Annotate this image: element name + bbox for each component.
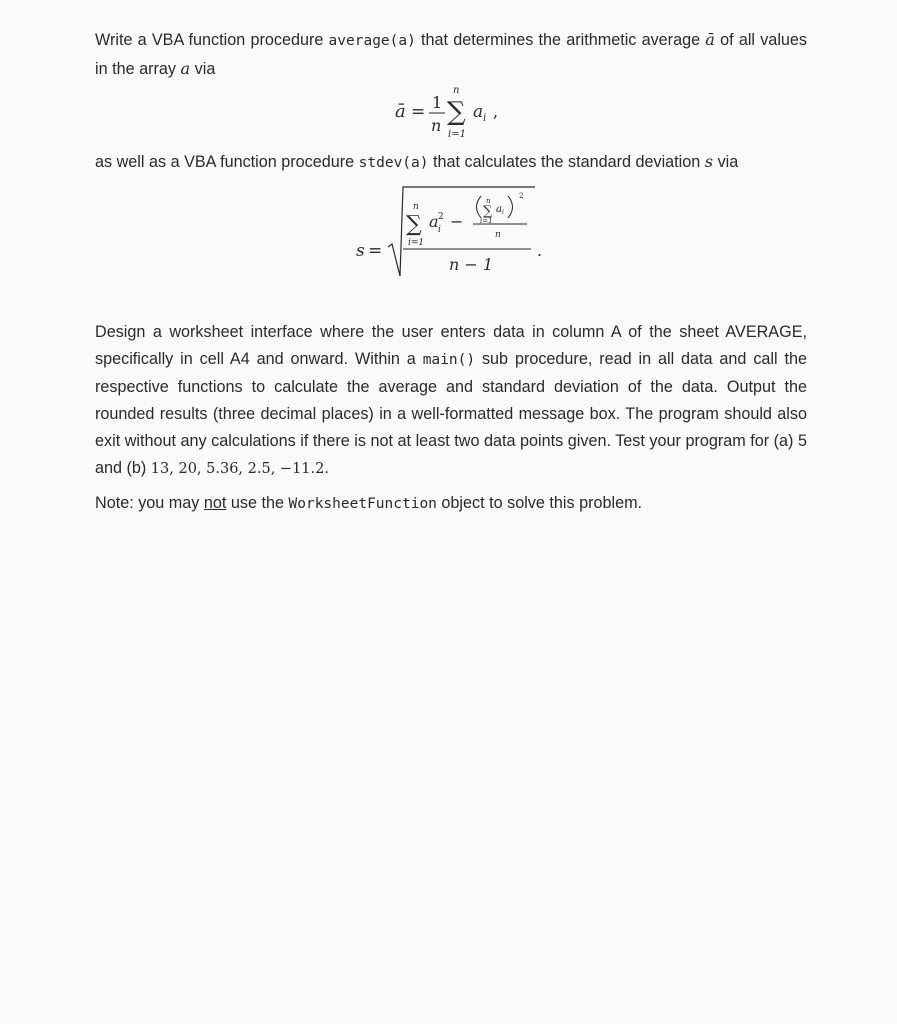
std-sum-lower: i=1 (408, 238, 425, 248)
intro-paragraph: Write a VBA function procedure average(a) that determines the arithmetic average ā of all values in the array a via (95, 30, 808, 78)
note-not: not (203, 494, 227, 512)
avg-sum-sign: ∑ (447, 97, 466, 127)
std-term: a (429, 212, 439, 231)
std-lhs: s (356, 241, 365, 261)
std-inner-sum-upper: n (486, 197, 491, 205)
std-outer-sup: 2 (519, 192, 524, 200)
std-inner-sum-lower: i=1 (480, 217, 493, 225)
std-left-paren (477, 196, 482, 218)
std-denominator: n − 1 (449, 255, 494, 274)
avg-summand: a (473, 102, 484, 122)
std-inner-den: n (495, 230, 501, 240)
std-term-sub: i (438, 225, 441, 235)
avg-numerator: 1 (432, 93, 443, 112)
avg-sum-upper: n (453, 85, 460, 96)
design-paragraph: Design a worksheet interface where the user enters data in column A of the sheet AVERAGE, specifically in cell A4 and onward. Within a main() sub procedure, read in all data and call the respective functions to calculate the average and standard deviation of the data. Output the rounded results (three decimal places) in a well-formatted message box. The program should also exit without any calculations if there is not at least two data points given. Test your program for (a) 5 and (b) 13, 20, 5.36, 2.5, −11.2. (95, 323, 807, 477)
array-a-symbol: a (180, 59, 191, 78)
code-main: main() (422, 352, 476, 368)
std-equals: = (368, 241, 383, 261)
test-values-b: 13, 20, 5.36, 2.5, −11.2 (150, 461, 325, 477)
code-average: average(a) (328, 33, 416, 49)
std-inner-term: a (496, 204, 502, 215)
std-sum-sign: ∑ (406, 212, 422, 237)
avg-sum-lower: i=1 (448, 129, 466, 140)
std-inner-sub: i (502, 209, 504, 216)
s-symbol: s (704, 152, 714, 171)
avg-equals: = (411, 102, 426, 122)
std-trail: . (537, 241, 543, 260)
stdev-formula (95, 181, 807, 301)
problem-statement (95, 26, 807, 518)
std-minus: − (450, 212, 464, 231)
std-sum-upper: n (413, 202, 419, 212)
abar-symbol: ā (705, 30, 715, 49)
test-value-a: 5 (797, 432, 807, 450)
avg-summand-sub: i (483, 113, 487, 124)
std-term-sup: 2 (438, 212, 444, 222)
avg-trail: , (493, 102, 499, 121)
code-stdev: stdev(a) (358, 155, 429, 171)
std-inner-sum-sign: ∑ (483, 204, 493, 219)
note-paragraph: Note: you may not use the WorksheetFunction object to solve this problem. (95, 494, 643, 512)
average-formula (95, 83, 807, 141)
avg-denominator: n (431, 116, 442, 135)
avg-lhs: ā (395, 101, 406, 122)
std-right-paren (508, 196, 513, 218)
code-worksheetfunction: WorksheetFunction (288, 496, 437, 512)
stdev-intro-paragraph: as well as a VBA function procedure stdev(a) that calculates the standard deviation s via (95, 152, 739, 171)
